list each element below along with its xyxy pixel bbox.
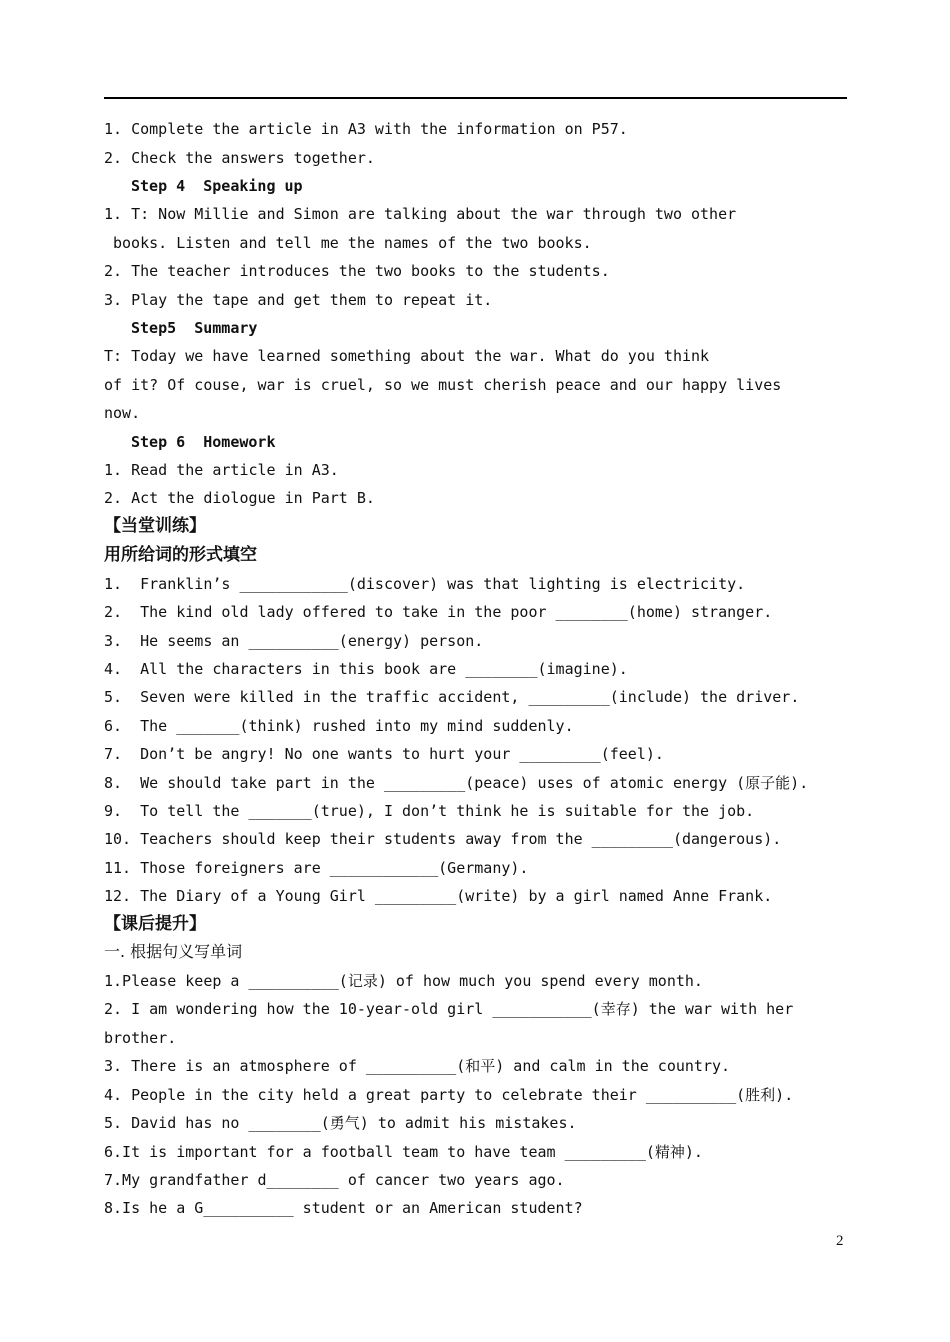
header-rule [104,97,847,99]
text-line: 2. The teacher introduces the two books to the students. [104,262,610,280]
section-heading: 【课后提升】 [104,914,206,934]
exercise-line: 2. I am wondering how the 10-year-old girl ___________(幸存) the war with her [104,1000,794,1018]
exercise-line: 1. Franklin’s ____________(discover) was that lighting is electricity. [104,575,746,593]
text-line: now. [104,404,141,422]
text-line: books. Listen and tell me the names of the two books. [113,234,592,252]
exercise-line: 8.Is he a G__________ student or an American student? [104,1199,583,1217]
section-heading: 用所给词的形式填空 [104,545,257,565]
section-heading: 【当堂训练】 [104,516,206,536]
text-line: 1. Complete the article in A3 with the information on P57. [104,120,628,138]
section-subheading: 一. 根据句义写单词 [104,942,243,961]
page-number: 2 [836,1233,844,1249]
exercise-line: 3. He seems an __________(energy) person. [104,632,484,650]
exercise-line: 7.My grandfather d________ of cancer two years ago. [104,1171,565,1189]
exercise-line: 3. There is an atmosphere of __________(和平) and calm in the country. [104,1057,731,1075]
step-heading: Step 4 Speaking up [131,177,303,195]
exercise-line: 5. David has no ________(勇气) to admit his mistakes. [104,1114,577,1132]
exercise-line: 2. The kind old lady offered to take in the poor ________(home) stranger. [104,603,773,621]
exercise-line: 11. Those foreigners are ____________(Germany). [104,859,529,877]
text-line: 2. Act the diologue in Part B. [104,489,375,507]
exercise-line: 6.It is important for a football team to have team _________(精神). [104,1143,703,1161]
step-heading: Step 6 Homework [131,433,276,451]
text-line: 3. Play the tape and get them to repeat it. [104,291,493,309]
exercise-line: 7. Don’t be angry! No one wants to hurt your _________(feel). [104,745,664,763]
text-line: 2. Check the answers together. [104,149,375,167]
text-line: 1. Read the article in A3. [104,461,339,479]
exercise-line: 6. The _______(think) rushed into my mind suddenly. [104,717,574,735]
exercise-line: brother. [104,1029,177,1047]
exercise-line: 4. All the characters in this book are ________(imagine). [104,660,628,678]
exercise-line: 5. Seven were killed in the traffic accident, _________(include) the driver. [104,688,800,706]
text-line: 1. T: Now Millie and Simon are talking about the war through two other [104,205,737,223]
step-heading: Step5 Summary [131,319,258,337]
exercise-line: 1.Please keep a __________(记录) of how much you spend every month. [104,972,703,990]
exercise-line: 12. The Diary of a Young Girl _________(write) by a girl named Anne Frank. [104,887,773,905]
exercise-line: 4. People in the city held a great party to celebrate their __________(胜利). [104,1086,794,1104]
exercise-line: 10. Teachers should keep their students away from the _________(dangerous). [104,830,782,848]
exercise-line: 9. To tell the _______(true), I don’t think he is suitable for the job. [104,802,755,820]
exercise-line: 8. We should take part in the _________(peace) uses of atomic energy (原子能). [104,774,809,792]
text-line: T: Today we have learned something about the war. What do you think [104,347,710,365]
text-line: of it? Of couse, war is cruel, so we must cherish peace and our happy lives [104,376,782,394]
